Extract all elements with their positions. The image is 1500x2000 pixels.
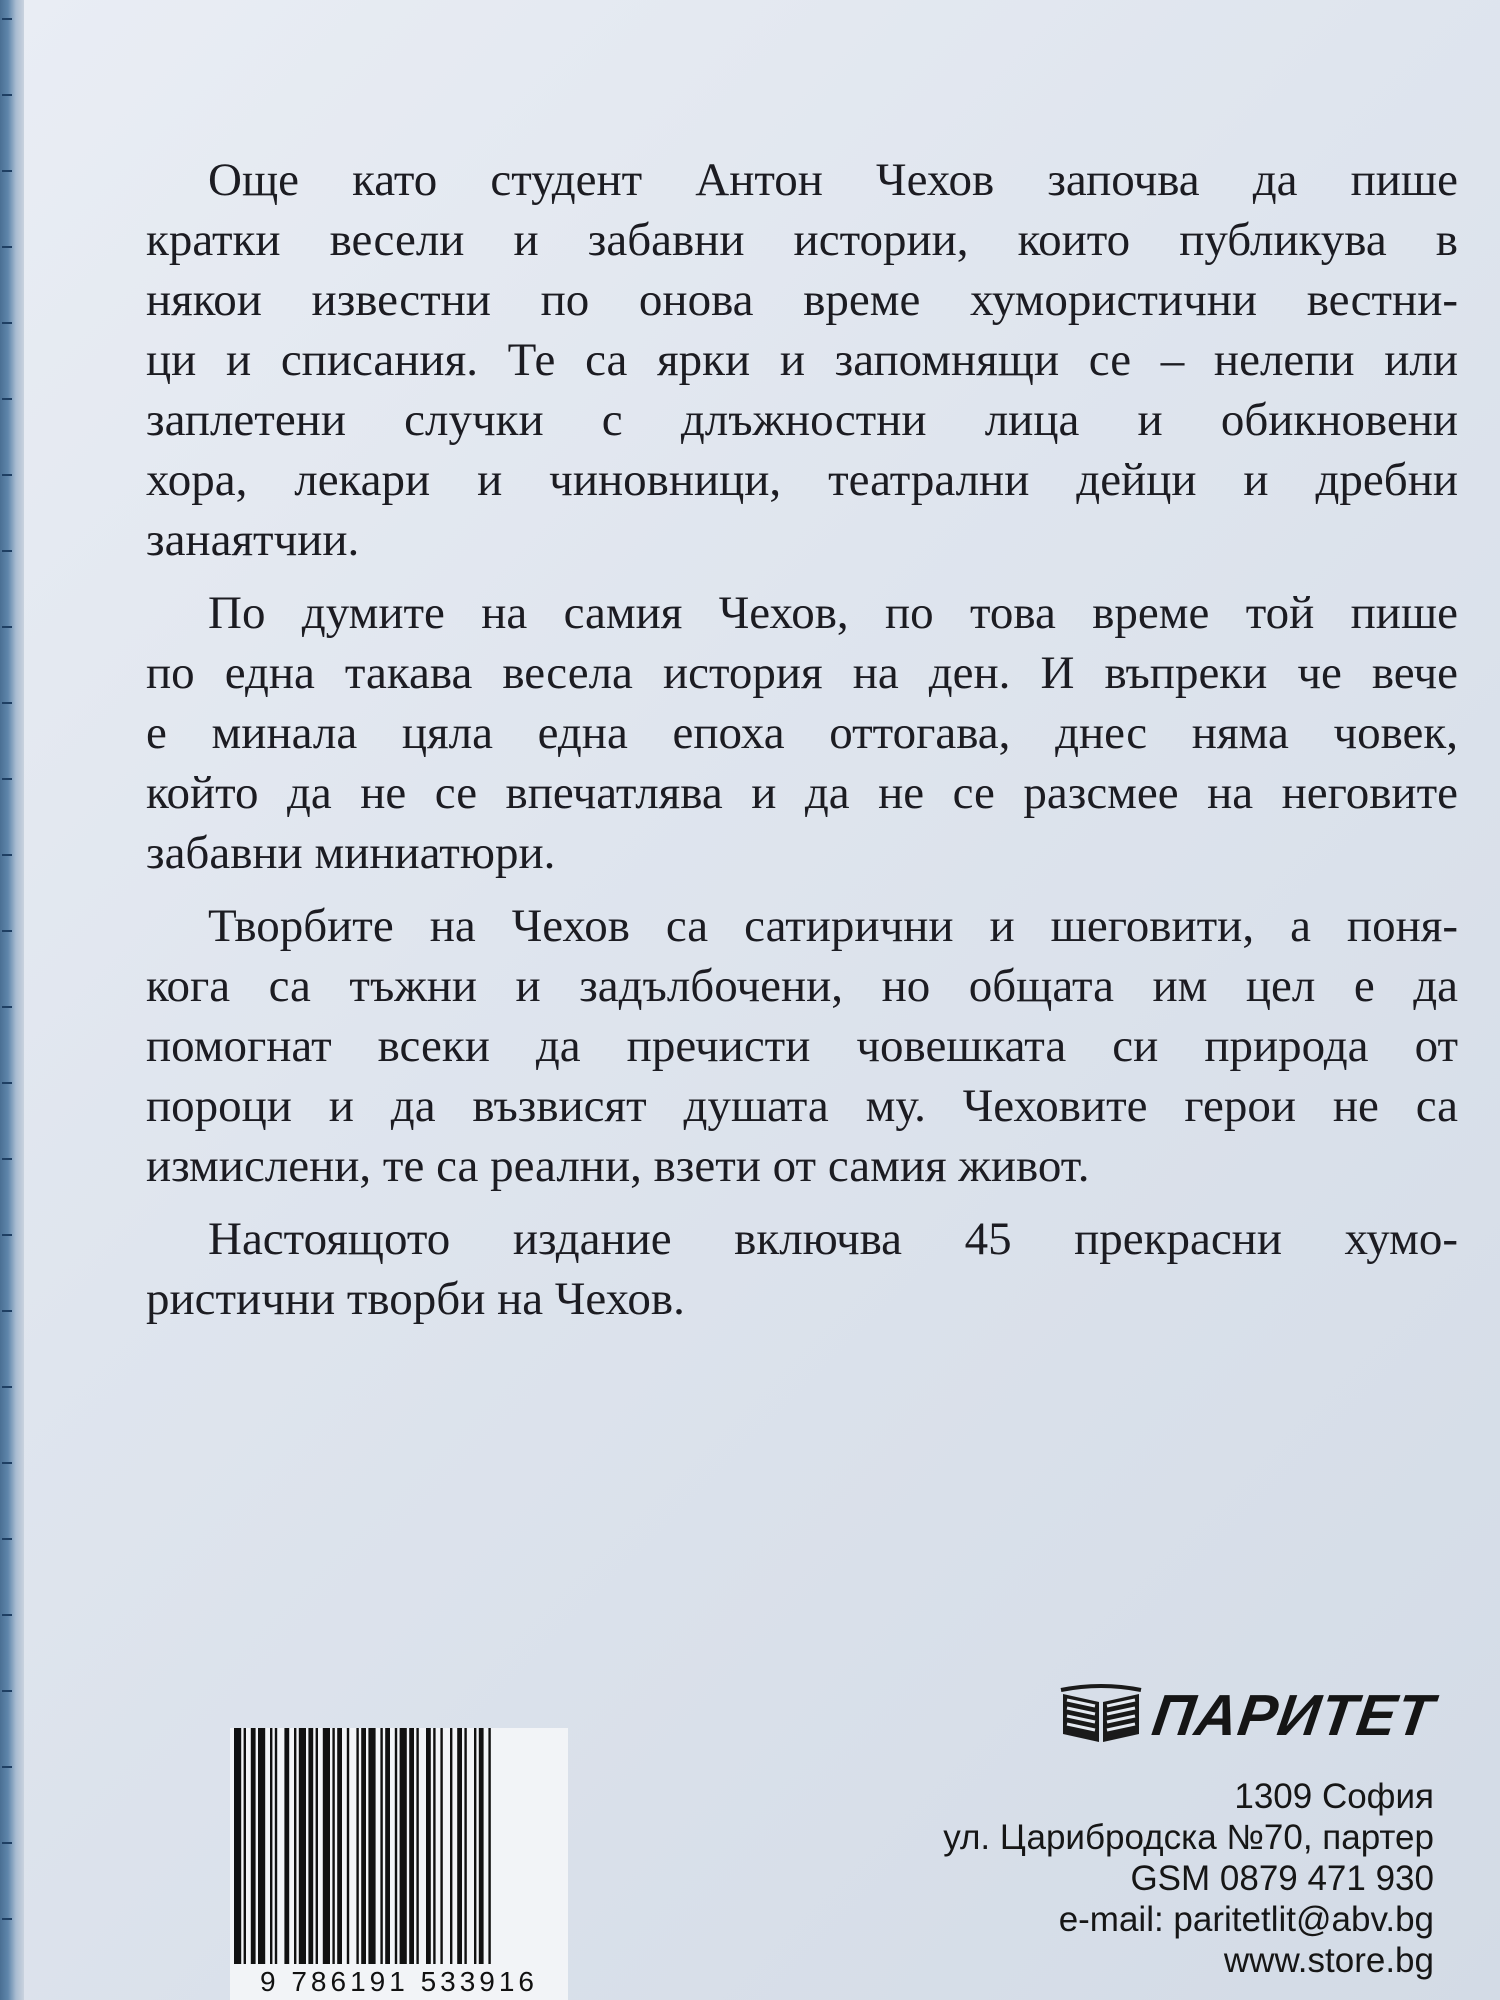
paragraph-line: е минала цяла една епоха оттогава, днес няма човек, bbox=[146, 707, 1458, 759]
spine-tick bbox=[2, 550, 12, 552]
paragraph-line: хора, лекари и чиновници, театрални дейци и дребни bbox=[146, 454, 1458, 506]
barcode-bar bbox=[440, 1728, 442, 1964]
spine-tick bbox=[2, 170, 12, 172]
spine-tick bbox=[2, 1234, 12, 1236]
address-phone: GSM 0879 471 930 bbox=[1130, 1859, 1434, 1898]
open-book-icon bbox=[1059, 1684, 1143, 1746]
barcode-bar bbox=[426, 1728, 431, 1964]
barcode-bar bbox=[316, 1728, 318, 1964]
paragraph-line: по една такава весела история на ден. И въпреки че вече bbox=[146, 647, 1458, 699]
barcode-bar bbox=[294, 1728, 296, 1964]
publisher-logo bbox=[1059, 1680, 1439, 1750]
paragraph-line: ци и списания. Те са ярки и запомнящи се – нелепи или bbox=[146, 334, 1458, 386]
barcode-bar bbox=[464, 1728, 466, 1964]
address-email: e-mail: paritetlit@abv.bg bbox=[1058, 1900, 1434, 1939]
spine-tick bbox=[2, 930, 12, 932]
spine-tick bbox=[2, 1386, 12, 1388]
paragraph-line: Още като студент Антон Чехов започва да пише bbox=[208, 154, 1458, 206]
address-city: 1309 София bbox=[1234, 1777, 1434, 1816]
spine-tick bbox=[2, 1006, 12, 1008]
barcode-bar bbox=[270, 1728, 272, 1964]
barcode-bar bbox=[416, 1728, 418, 1964]
spine-tick bbox=[2, 322, 12, 324]
spine-tick bbox=[2, 1158, 12, 1160]
back-cover bbox=[24, 0, 1500, 2000]
paragraph-line: Творбите на Чехов са сатирични и шеговити, а поня- bbox=[208, 900, 1458, 952]
spine-tick bbox=[2, 1310, 12, 1312]
barcode-bar bbox=[284, 1728, 289, 1964]
paragraph bbox=[146, 150, 1458, 570]
spine-tick bbox=[2, 246, 12, 248]
blurb-text bbox=[146, 150, 1458, 1342]
paragraph-line: занаятчии. bbox=[146, 514, 360, 566]
spine-tick bbox=[2, 1082, 12, 1084]
barcode-bars bbox=[230, 1728, 568, 1964]
barcode-bar bbox=[385, 1728, 390, 1964]
paragraph-line: пороци и да възвисят душата му. Чеховите герои не са bbox=[146, 1080, 1458, 1132]
barcode-bar bbox=[433, 1728, 435, 1964]
barcode-bar bbox=[299, 1728, 306, 1964]
paragraph bbox=[146, 583, 1458, 883]
barcode-bar bbox=[380, 1728, 382, 1964]
paragraph-line: някои известни по онова време хумористични вестни- bbox=[146, 274, 1458, 326]
spine-tick bbox=[2, 854, 12, 856]
barcode-bar bbox=[361, 1728, 366, 1964]
spine-tick bbox=[2, 18, 12, 20]
spine-tick bbox=[2, 1614, 12, 1616]
address-street: ул. Царибродска №70, партер bbox=[943, 1818, 1434, 1857]
paragraph bbox=[146, 1209, 1458, 1329]
barcode-bar bbox=[400, 1728, 407, 1964]
barcode-bar bbox=[488, 1728, 490, 1964]
barcode-bar bbox=[479, 1728, 484, 1964]
publisher-name: ПАРИТЕТ bbox=[1148, 1682, 1439, 1748]
barcode-bar bbox=[395, 1728, 397, 1964]
barcode-bar bbox=[244, 1728, 246, 1964]
paragraph bbox=[146, 896, 1458, 1196]
spine-tick bbox=[2, 626, 12, 628]
book-spine-edge bbox=[0, 0, 24, 2000]
barcode-bar bbox=[409, 1728, 414, 1964]
paragraph-line: Настоящото издание включва 45 прекрасни хумо- bbox=[208, 1213, 1458, 1265]
paragraph-line: измислени, те са реални, взети от самия живот. bbox=[146, 1140, 1090, 1192]
barcode-bar bbox=[337, 1728, 342, 1964]
paragraph-line: ристични творби на Чехов. bbox=[146, 1273, 685, 1325]
barcode-bar bbox=[347, 1728, 349, 1964]
paragraph-line: кога са тъжни и задълбочени, но общата им цел е да bbox=[146, 960, 1458, 1012]
barcode-bar bbox=[308, 1728, 313, 1964]
barcode-bar bbox=[258, 1728, 265, 1964]
spine-tick bbox=[2, 778, 12, 780]
spine-tick bbox=[2, 1766, 12, 1768]
publisher-address bbox=[943, 1776, 1434, 1981]
spine-tick bbox=[2, 1538, 12, 1540]
address-website: www.store.bg bbox=[1223, 1941, 1434, 1980]
spine-tick bbox=[2, 1918, 12, 1920]
barcode-bar bbox=[368, 1728, 375, 1964]
spine-tick bbox=[2, 702, 12, 704]
barcode-bar bbox=[234, 1728, 241, 1964]
barcode-bar bbox=[457, 1728, 462, 1964]
barcode-bar bbox=[251, 1728, 256, 1964]
spine-tick bbox=[2, 398, 12, 400]
barcode-bar bbox=[323, 1728, 330, 1964]
paragraph-line: забавни миниатюри. bbox=[146, 827, 556, 879]
spine-tick bbox=[2, 474, 12, 476]
barcode-bar bbox=[332, 1728, 334, 1964]
barcode-bar bbox=[450, 1728, 452, 1964]
isbn-barcode bbox=[230, 1728, 568, 2000]
barcode-bar bbox=[474, 1728, 476, 1964]
paragraph-line: помогнат всеки да пречисти човешката си природа от bbox=[146, 1020, 1458, 1072]
spine-tick bbox=[2, 1462, 12, 1464]
spine-tick bbox=[2, 1690, 12, 1692]
paragraph-line: заплетени случки с длъжностни лица и обикновени bbox=[146, 394, 1458, 446]
paragraph-line: кратки весели и забавни истории, които публикува в bbox=[146, 214, 1458, 266]
spine-tick bbox=[2, 94, 12, 96]
paragraph-line: По думите на самия Чехов, по това време той пише bbox=[208, 587, 1458, 639]
paragraph-line: който да не се впечатлява и да не се разсмее на неговите bbox=[146, 767, 1458, 819]
spine-tick bbox=[2, 1842, 12, 1844]
barcode-bar bbox=[356, 1728, 358, 1964]
barcode-digits: 9 786191 533916 bbox=[230, 1964, 568, 2000]
barcode-bar bbox=[275, 1728, 277, 1964]
